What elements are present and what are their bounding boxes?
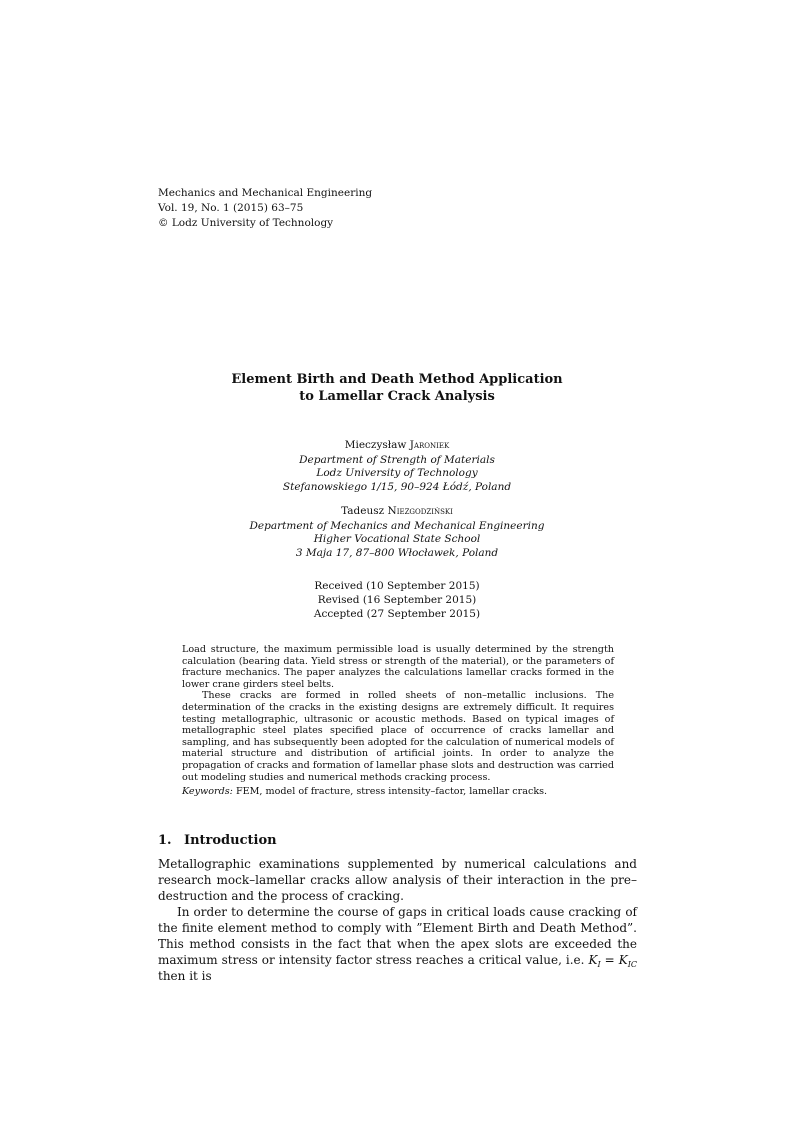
keywords: [182, 786, 614, 798]
body-paragraph-2-text: In order to determine the course of gaps in critical loads cause cracking of the finite element method to comply with ”Element Birth and Death Method”. This method consists in the fact that when the apex slots are exceeded the maximum stress or intensity factor stress reaches a critical value, i.e.: [158, 905, 637, 967]
author-2-department: Department of Mechanics and Mechanical Engineering: [249, 519, 545, 532]
abstract: [182, 644, 614, 798]
abstract-paragraph-1: Load structure, the maximum permissible load is usually determined by the strength calculation (bearing data. Yield stress or strength of the material), or the parameters of fracture mechanics. The paper analyzes the calculations lamellar cracks formed in the lower crane girders steel belts.: [182, 644, 614, 690]
author-1-department: Department of Strength of Materials: [299, 453, 495, 466]
author-1-name: [0, 439, 794, 453]
body-paragraph-2: [158, 904, 637, 984]
title-line-1: Element Birth and Death Method Application: [231, 372, 563, 387]
journal-name: Mechanics and Mechanical Engineering: [158, 187, 373, 199]
keywords-label: Keywords:: [182, 786, 233, 798]
author-2-last-name: Niezgodziński: [387, 505, 453, 517]
submission-dates: [0, 579, 794, 621]
title-line-2: to Lamellar Crack Analysis: [299, 389, 495, 404]
journal-volume: Vol. 19, No. 1 (2015) 63–75: [158, 202, 304, 214]
math-lhs: K: [588, 953, 598, 967]
author-2-address: 3 Maja 17, 87–800 Włocławek, Poland: [295, 546, 499, 559]
author-2: [0, 505, 794, 560]
author-2-institution: Higher Vocational State School: [313, 533, 481, 545]
author-1-institution: Lodz University of Technology: [316, 467, 478, 479]
abstract-paragraph-2: These cracks are formed in rolled sheets of non–metallic inclusions. The determination of the cracks in the existing designs are extremely difficult. It requires testing metallographic, ultrasonic or acoustic methods. Based on typical images of metallographic steel plates specified place of occurrence of cracks lamellar and sampling, and has subsequently been adopted for the calculation of numerical models of material structure and distribution of artificial joints. In order to analyze the propagation of cracks and formation of lamellar phase slots and destruction was carried out modeling studies and numerical methods cracking process.: [182, 690, 614, 783]
section-number: 1.: [158, 833, 172, 848]
section-heading: [158, 833, 277, 849]
accepted-date: Accepted (27 September 2015): [313, 608, 481, 620]
received-date: Received (10 September 2015): [314, 580, 480, 592]
body-text: [158, 856, 637, 984]
author-1-first-name: Mieczysław: [344, 439, 407, 451]
keywords-list: FEM, model of fracture, stress intensity–factor, lamellar cracks.: [235, 786, 548, 798]
body-paragraph-1: Metallographic examinations supplemented by numerical calculations and research mock–lamellar cracks allow analysis of their interaction in the pre–destruction and the process of cracking.: [158, 857, 637, 903]
math-expression: [589, 953, 637, 967]
body-paragraph-2-end: then it is: [158, 969, 212, 983]
section-title: Introduction: [184, 833, 277, 848]
journal-header: [158, 186, 372, 231]
math-rhs-sub: IC: [627, 960, 637, 969]
author-1-address: Stefanowskiego 1/15, 90–924 Łódź, Poland: [282, 480, 512, 493]
paper-title: [0, 371, 794, 405]
math-lhs-sub: I: [597, 960, 601, 969]
journal-copyright: © Lodz University of Technology: [158, 217, 334, 229]
author-1-last-name: Jaroniek: [409, 439, 450, 451]
author-2-name: [0, 505, 794, 519]
author-2-first-name: Tadeusz: [341, 505, 385, 517]
math-equals: =: [600, 953, 619, 967]
math-rhs: K: [618, 953, 628, 967]
author-1: [0, 439, 794, 494]
revised-date: Revised (16 September 2015): [317, 594, 477, 606]
